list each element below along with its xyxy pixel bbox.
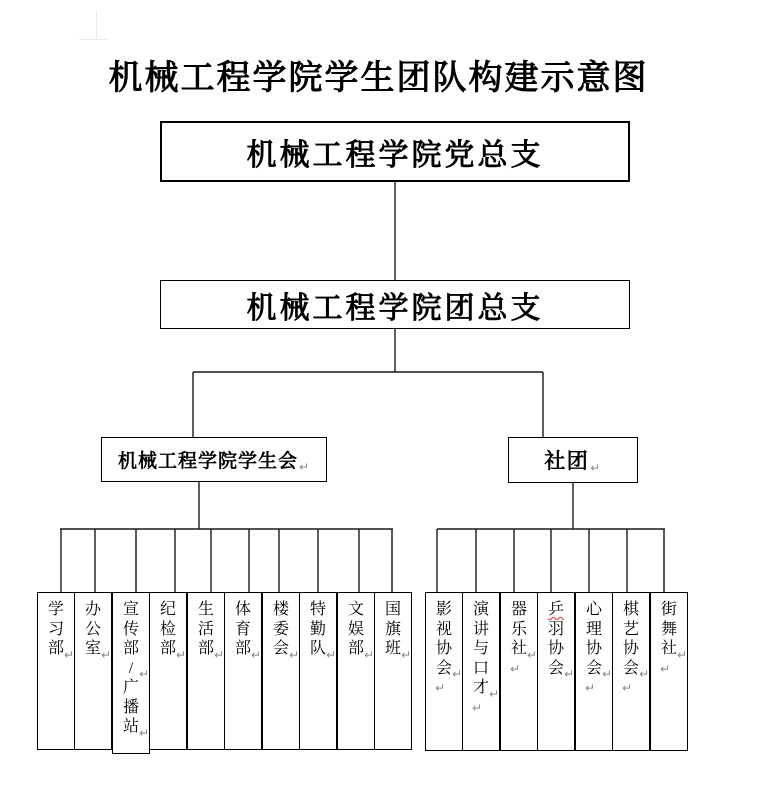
column-text-line — [538, 600, 574, 620]
column-text-line — [463, 620, 499, 640]
club-column-6[interactable] — [612, 592, 650, 751]
department-column-1[interactable] — [37, 592, 75, 750]
return-mark-icon: ↵ — [638, 667, 649, 681]
return-mark-icon: ↵ — [590, 461, 602, 475]
column-char: 室 — [84, 640, 101, 657]
column-char: 影 — [435, 601, 452, 618]
column-text-line — [463, 639, 499, 659]
column-text-line — [501, 659, 537, 679]
column-char: 协 — [622, 640, 639, 657]
return-mark-icon: ↵ — [298, 460, 311, 474]
column-char: 勤 — [309, 620, 326, 638]
column-text-line — [426, 678, 462, 698]
department-column-8[interactable] — [299, 592, 337, 750]
column-text-line — [75, 600, 111, 620]
column-char: 娱 — [347, 620, 364, 638]
column-char: 部 — [159, 640, 176, 657]
column-char: 部 — [122, 640, 139, 657]
column-char: 部 — [234, 640, 251, 657]
column-text-line — [463, 659, 499, 679]
column-text-line — [113, 600, 149, 620]
node-student-union[interactable] — [101, 437, 327, 482]
column-text-line — [263, 620, 299, 640]
column-text-line — [426, 600, 462, 620]
department-column-3[interactable] — [112, 592, 150, 754]
column-text-line — [576, 620, 612, 640]
column-char: 活 — [197, 620, 214, 638]
column-char: 国 — [384, 601, 401, 618]
column-char: 学 — [47, 601, 64, 618]
column-char: 会 — [622, 659, 639, 677]
return-mark-icon: ↵ — [622, 681, 633, 695]
column-text-line — [651, 659, 687, 679]
column-char: 部 — [347, 640, 364, 657]
return-mark-icon: ↵ — [563, 667, 574, 681]
column-char: 班 — [384, 640, 401, 657]
column-char: 广 — [122, 679, 139, 696]
return-mark-icon: ↵ — [250, 647, 261, 662]
column-text-line — [188, 620, 224, 640]
return-mark-icon: ↵ — [435, 681, 446, 695]
column-char: 街 — [660, 601, 677, 618]
column-text-line — [150, 600, 186, 620]
column-char: 会 — [585, 659, 602, 677]
column-char: / — [128, 659, 134, 677]
column-char: 协 — [435, 640, 452, 657]
column-text-line — [113, 717, 149, 740]
column-text-line — [375, 600, 411, 620]
return-mark-icon: ↵ — [400, 647, 411, 662]
club-column-5[interactable] — [575, 592, 613, 751]
return-mark-icon: ↵ — [472, 700, 483, 715]
column-char: 心 — [585, 601, 602, 618]
diagram-title: 机械工程学院学生团队构建示意图 — [108, 60, 649, 97]
column-char: 会 — [272, 640, 289, 657]
column-char: 部 — [47, 640, 64, 657]
return-mark-icon: ↵ — [138, 667, 149, 681]
column-char: 社 — [660, 640, 677, 657]
club-column-4[interactable] — [537, 592, 575, 751]
node-clubs-label: 社团 — [544, 449, 590, 473]
department-column-2[interactable] — [74, 592, 112, 750]
club-column-3[interactable] — [500, 592, 538, 751]
column-char: 舞 — [660, 620, 677, 638]
column-text-line — [113, 659, 149, 679]
column-text-line — [613, 659, 649, 679]
column-char: 站 — [122, 718, 139, 735]
column-text-line — [538, 639, 574, 659]
column-text-line — [613, 600, 649, 620]
column-text-line — [651, 620, 687, 640]
column-char: 会 — [435, 659, 452, 677]
column-char: 队 — [309, 640, 326, 657]
column-char: 播 — [122, 698, 139, 716]
column-char: 特 — [309, 601, 326, 618]
column-text-line — [426, 639, 462, 659]
column-char: 纪 — [159, 601, 176, 618]
column-text-line — [150, 620, 186, 640]
column-text-line — [501, 639, 537, 662]
node-party-branch-label: 机械工程学院党总支 — [246, 138, 544, 172]
column-text-line — [225, 639, 261, 662]
column-text-line — [300, 639, 336, 662]
column-char: 委 — [272, 620, 289, 638]
club-column-1[interactable] — [425, 592, 463, 751]
column-char: 视 — [435, 620, 452, 638]
column-text-line — [113, 678, 149, 698]
misspelled-char: 乒 — [547, 601, 564, 618]
faint-artifact — [79, 39, 107, 40]
column-char: 楼 — [272, 601, 289, 618]
column-char: 才 — [472, 679, 489, 696]
column-text-line — [651, 600, 687, 620]
column-text-line — [300, 600, 336, 620]
return-mark-icon: ↵ — [585, 681, 596, 695]
column-text-line — [225, 620, 261, 640]
return-mark-icon: ↵ — [288, 647, 299, 662]
column-char: 文 — [347, 601, 364, 618]
return-mark-icon: ↵ — [676, 647, 687, 662]
club-column-7[interactable] — [650, 592, 688, 751]
column-text-line — [338, 639, 374, 662]
column-char: 与 — [472, 640, 489, 657]
column-char: 社 — [510, 640, 527, 657]
column-text-line — [338, 600, 374, 620]
column-text-line — [225, 600, 261, 620]
column-char: 体 — [234, 601, 251, 618]
column-text-line — [188, 600, 224, 620]
column-text-line — [576, 639, 612, 659]
column-text-line — [75, 639, 111, 662]
column-text-line — [375, 639, 411, 662]
column-text-line — [576, 659, 612, 679]
return-mark-icon: ↵ — [325, 647, 336, 662]
department-column-10[interactable] — [374, 592, 412, 750]
column-char: 理 — [585, 620, 602, 638]
node-league-branch-label: 机械工程学院团总支 — [246, 291, 544, 325]
column-text-line — [338, 620, 374, 640]
column-char: 讲 — [472, 620, 489, 638]
column-char: 宣 — [122, 601, 139, 618]
column-text-line — [300, 620, 336, 640]
column-text-line — [613, 620, 649, 640]
column-char: 育 — [234, 620, 251, 638]
column-text-line — [38, 620, 74, 640]
column-text-line — [150, 639, 186, 662]
club-column-2[interactable] — [462, 592, 500, 751]
column-char: 艺 — [622, 620, 639, 638]
column-text-line — [576, 678, 612, 698]
column-text-line — [501, 600, 537, 620]
return-mark-icon: ↵ — [213, 647, 224, 662]
column-text-line — [613, 639, 649, 659]
column-text-line — [463, 698, 499, 718]
node-student-union-label: 机械工程学院学生会 — [117, 451, 298, 472]
column-text-line — [426, 659, 462, 679]
column-text-line — [188, 639, 224, 662]
return-mark-icon: ↵ — [363, 647, 374, 662]
column-text-line — [501, 620, 537, 640]
node-clubs[interactable] — [508, 437, 638, 483]
column-char: 演 — [472, 601, 489, 618]
department-column-5[interactable] — [187, 592, 225, 750]
column-text-line — [75, 620, 111, 640]
column-char: 检 — [159, 620, 176, 638]
return-mark-icon: ↵ — [526, 647, 537, 662]
column-text-line — [538, 620, 574, 640]
column-text-line — [463, 678, 499, 701]
department-column-7[interactable] — [262, 592, 300, 750]
column-text-line — [113, 639, 149, 659]
return-mark-icon: ↵ — [138, 725, 149, 740]
node-league-branch[interactable] — [160, 280, 630, 329]
column-char: 习 — [47, 620, 64, 638]
column-text-line — [263, 639, 299, 662]
column-text-line — [113, 620, 149, 640]
column-char: 羽 — [547, 620, 564, 638]
column-text-line — [38, 639, 74, 662]
column-char: 协 — [547, 640, 564, 657]
return-mark-icon: ↵ — [63, 647, 74, 662]
column-char: 器 — [510, 601, 527, 618]
return-mark-icon: ↵ — [601, 667, 612, 681]
column-char: 部 — [197, 640, 214, 657]
column-text-line — [113, 698, 149, 718]
column-text-line — [263, 600, 299, 620]
column-char: 会 — [547, 659, 564, 677]
column-char: 协 — [585, 640, 602, 657]
department-column-4[interactable] — [149, 592, 187, 750]
column-char: 乐 — [510, 620, 527, 638]
column-text-line — [463, 600, 499, 620]
return-mark-icon: ↵ — [488, 686, 499, 701]
column-text-line — [651, 639, 687, 662]
column-char: 传 — [122, 620, 139, 638]
column-text-line — [576, 600, 612, 620]
column-text-line — [426, 620, 462, 640]
column-text-line — [38, 600, 74, 620]
department-column-6[interactable] — [224, 592, 262, 750]
column-char: 办 — [84, 601, 101, 618]
return-mark-icon: ↵ — [175, 647, 186, 662]
column-char: 公 — [84, 620, 101, 638]
column-text-line — [613, 678, 649, 698]
return-mark-icon: ↵ — [100, 647, 111, 662]
column-char: 生 — [197, 601, 214, 618]
return-mark-icon: ↵ — [510, 661, 521, 676]
column-char: 旗 — [384, 620, 401, 638]
return-mark-icon: ↵ — [660, 661, 671, 676]
column-text-line — [375, 620, 411, 640]
node-party-branch[interactable] — [160, 121, 630, 182]
return-mark-icon: ↵ — [451, 667, 462, 681]
column-text-line — [538, 659, 574, 679]
column-char: 口 — [472, 659, 489, 677]
department-column-9[interactable] — [337, 592, 375, 750]
column-char: 棋 — [622, 601, 639, 618]
faint-artifact — [96, 10, 97, 38]
